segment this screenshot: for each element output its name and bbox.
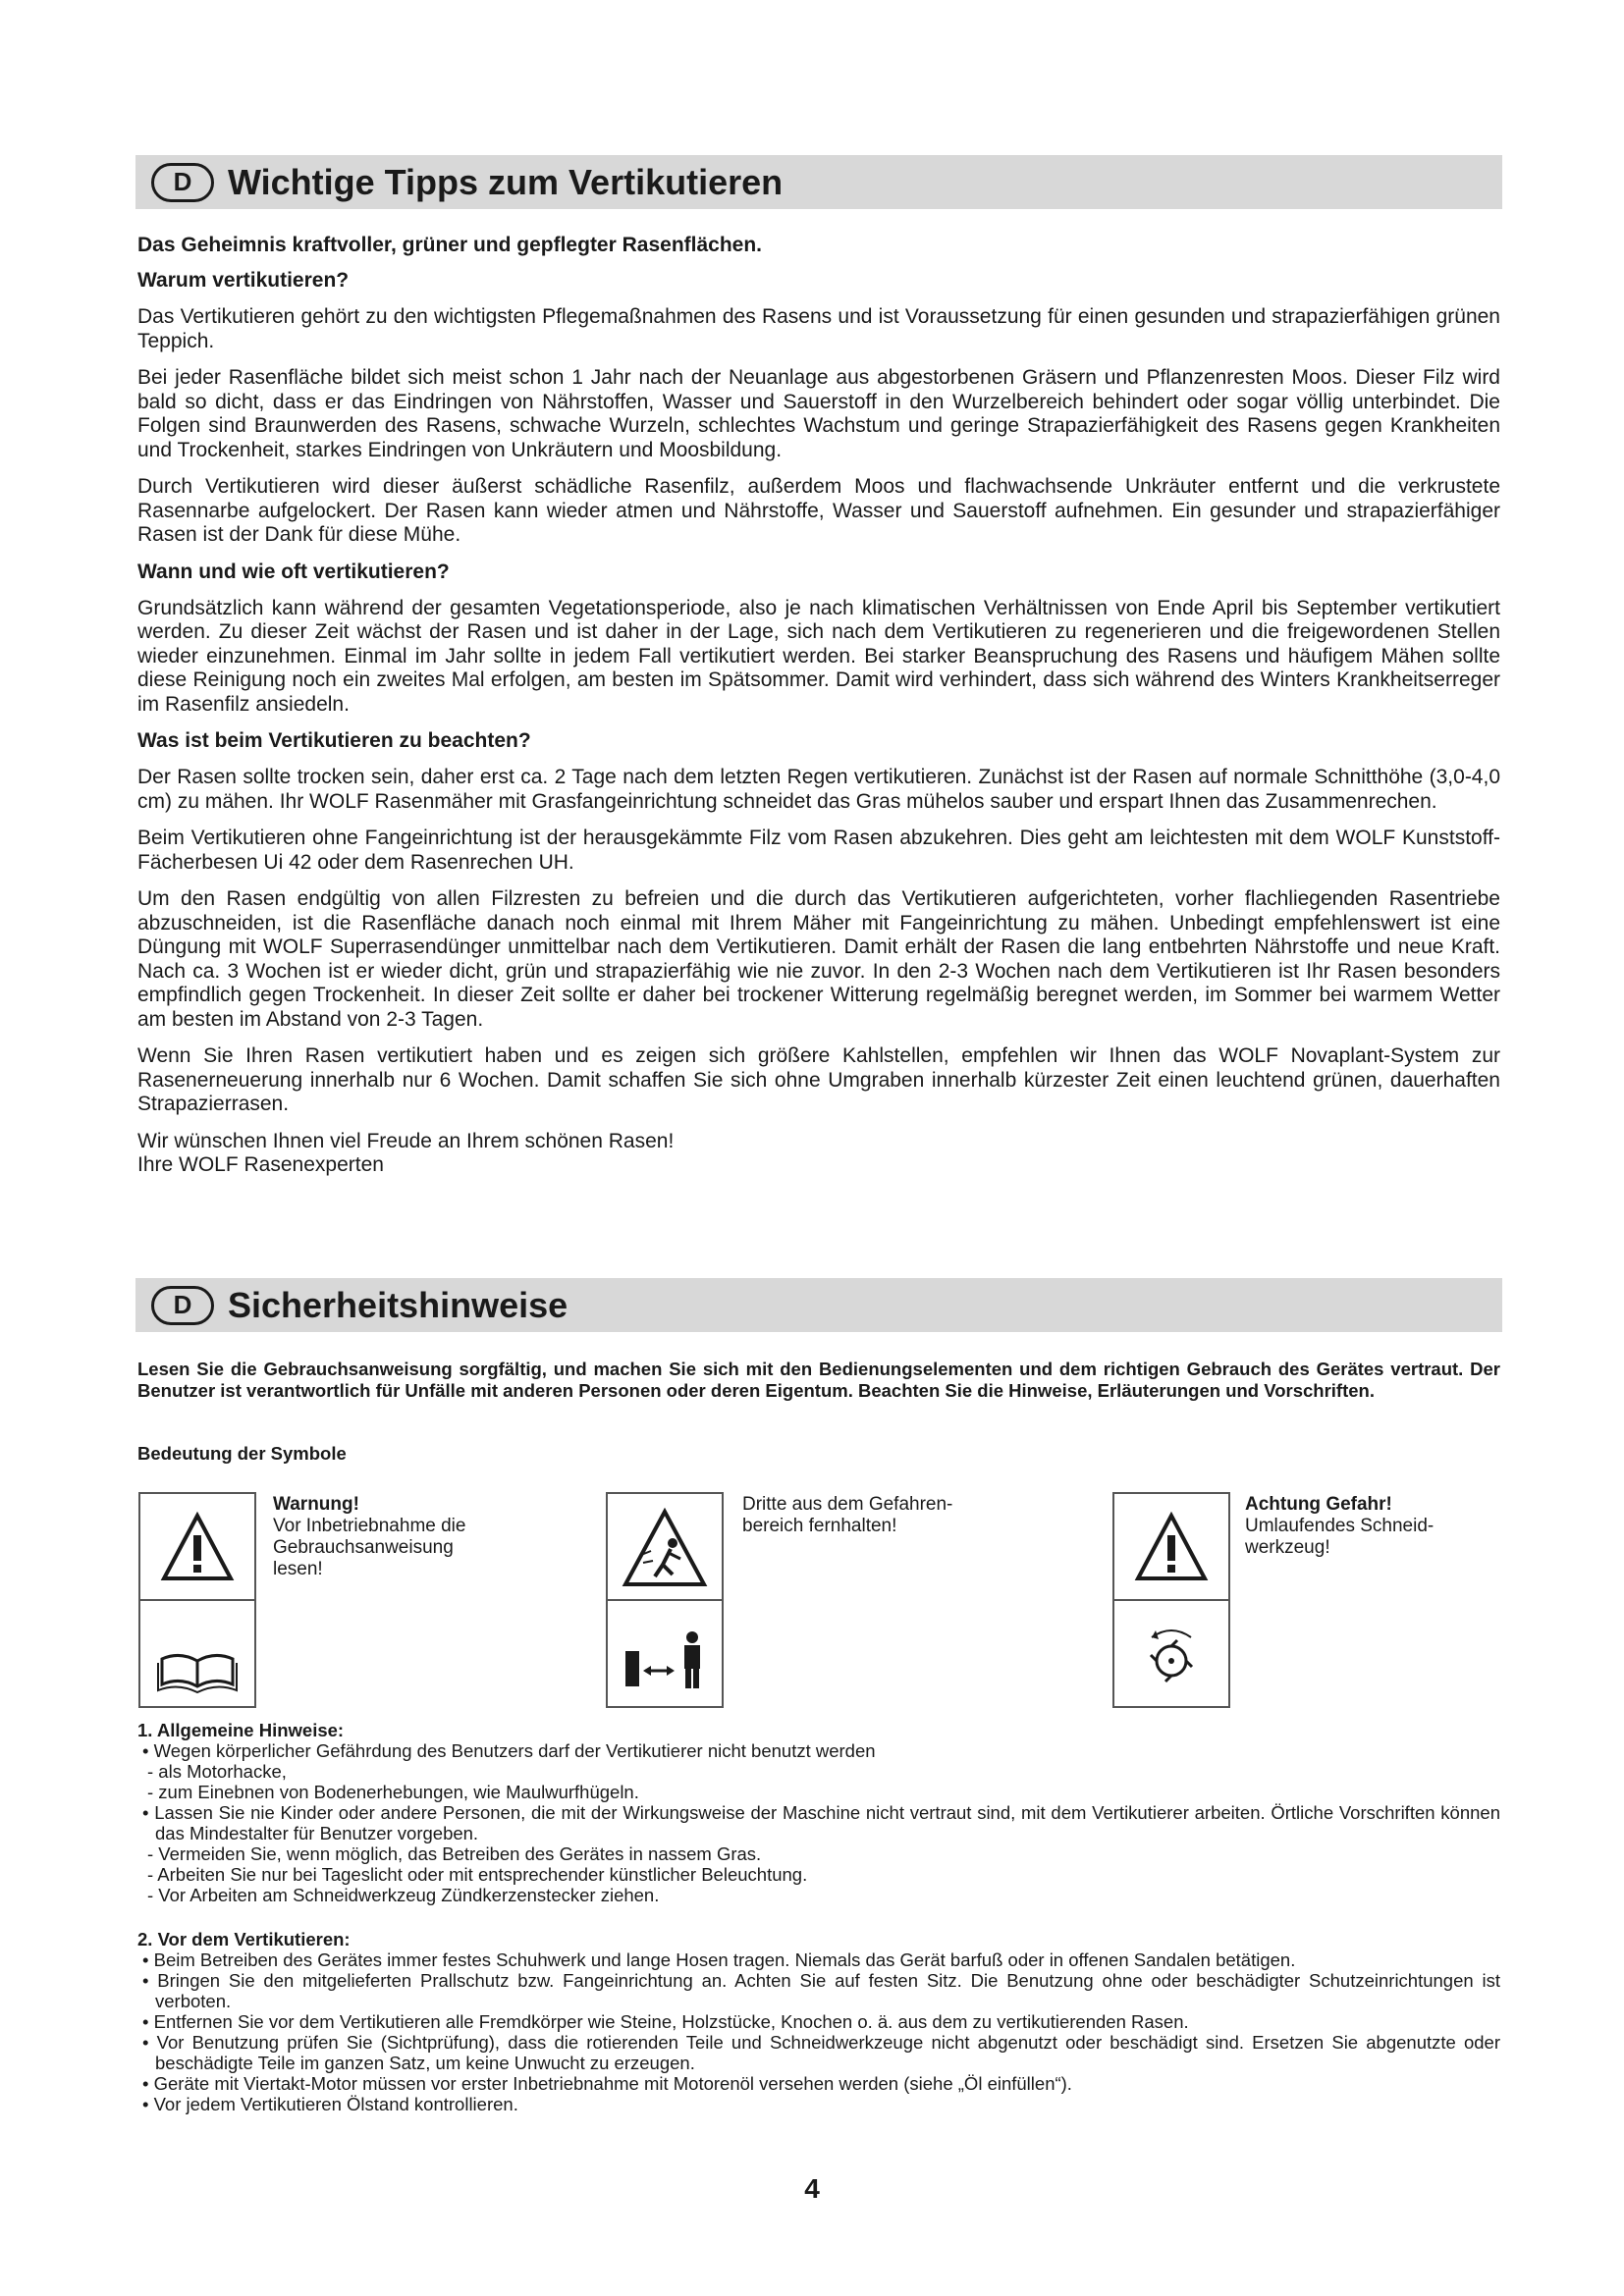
list-item: • Beim Betreiben des Gerätes immer festes Schuhwerk und lange Hosen tragen. Niemals das Gerät barfuß oder in offenen Sandalen betätigen. xyxy=(142,1949,1296,1970)
list-item: • Vor jedem Vertikutieren Ölstand kontrollieren. xyxy=(142,2094,518,2114)
symbol-title: Achtung Gefahr! xyxy=(1245,1494,1392,1515)
list-subitem: - zum Einebnen von Bodenerhebungen, wie Maulwurfhügeln. xyxy=(147,1782,639,1802)
symbol-line: werkzeug! xyxy=(1245,1537,1330,1558)
section-header-tips xyxy=(135,155,1502,209)
symbols-heading-block xyxy=(137,1443,1500,1465)
symbol-line: lesen! xyxy=(273,1559,323,1579)
before-scarifying-notes xyxy=(137,1929,1500,2114)
symbol-text-warning xyxy=(273,1494,465,1580)
symbol-line: Dritte aus dem Gefahren- xyxy=(742,1494,953,1515)
list-subitem: - Vor Arbeiten am Schneidwerkzeug Zündkerzenstecker ziehen. xyxy=(147,1885,660,1905)
list-subitem: - als Motorhacke, xyxy=(147,1761,287,1782)
paragraph: Um den Rasen endgültig von allen Filzresten zu befreien und die durch das Vertikutieren aufgerichteten, vorher flachliegenden Rasentriebe abzuschneiden, ist die Rasenfläche danach noch einmal mit Ihrem Mäher mit Fangeinrichtung zu mähen. Unbedingt empfehlenswert ist eine Düngung mit WOLF Superrasendünger unmittelbar nach dem Vertikutieren. Damit erhält der Rasen die lang entbehrten Nährstoffe und neue Kraft. Nach ca. 3 Wochen ist er wieder dicht, grün und strapazierfähig wie nie zuvor. In den 2-3 Wochen nach dem Vertikutieren ist Ihr Rasen besonders empfindlich gegen Trockenheit. In dieser Zeit sollte er daher bei trockener Witterung regelmäßig beregnet werden, im Sommer bei warmem Wetter am besten im Abstand von 2-3 Tagen. xyxy=(137,887,1500,1031)
list-item: • Entfernen Sie vor dem Vertikutieren alle Fremdkörper wie Steine, Holzstücke, Knochen o. ä. aus dem zu vertikutierenden Rasen. xyxy=(142,2011,1189,2032)
symbol-read-manual xyxy=(138,1492,256,1708)
closing-line: Wir wünschen Ihnen viel Freude an Ihrem schönen Rasen! xyxy=(137,1129,675,1152)
list-item: • Lassen Sie nie Kinder oder andere Personen, die mit der Wirkungsweise der Maschine nicht vertraut sind, mit dem Vertikutierer arbeiten. Örtliche Vorschriften können das Mindestalter für Benutzer vorgeben. xyxy=(142,1802,1500,1843)
symbol-text-bystanders xyxy=(742,1494,952,1537)
symbols-heading: Bedeutung der Symbole xyxy=(137,1443,347,1464)
safety-intro xyxy=(137,1359,1500,1402)
list-item: • Wegen körperlicher Gefährdung des Benutzers darf der Vertikutierer nicht benutzt werden xyxy=(142,1740,876,1761)
keep-bystanders-away-icon xyxy=(608,1494,722,1706)
question-heading: Was ist beim Vertikutieren zu beachten? xyxy=(137,729,531,752)
rotating-blade-warning-icon xyxy=(1114,1494,1228,1706)
paragraph: Durch Vertikutieren wird dieser äußerst schädliche Rasenfilz, außerdem Moos und flachwachsende Unkräuter entfernt und die verkrustete Rasennarbe aufgelockert. Der Rasen kann wieder atmen und Nährstoffe, Wasser und Sauerstoff aufnehmen. Ein gesunder und strapazierfähiger Rasen ist der Dank für diese Mühe. xyxy=(137,475,1500,546)
paragraph: Das Vertikutieren gehört zu den wichtigsten Pflegemaßnahmen des Rasens und ist Voraussetzung für einen gesunden und strapazierfähigen grünen Teppich. xyxy=(137,305,1500,352)
lead-heading: Das Geheimnis kraftvoller, grüner und gepflegter Rasenflächen. xyxy=(137,234,763,256)
symbol-text-danger xyxy=(1245,1494,1434,1559)
question-heading: Wann und wie oft vertikutieren? xyxy=(137,560,450,583)
symbol-line: Vor Inbetriebnahme die xyxy=(273,1516,466,1536)
paragraph: Der Rasen sollte trocken sein, daher erst ca. 2 Tage nach dem letzten Regen vertikutieren. Zunächst ist der Rasen auf normale Schnitthöhe (3,0-4,0 cm) zu mähen. Ihr WOLF Rasenmäher mit Grasfangeinrichtung schneidet das Gras mühelos sauber und erspart Ihnen das Zusammenrechen. xyxy=(137,766,1500,813)
paragraph: Grundsätzlich kann während der gesamten Vegetationsperiode, also je nach klimatischen Verhältnissen von Ende April bis September vertikutiert werden. Zu dieser Zeit wächst der Rasen und ist daher in der Lage, sich nach dem Vertikutieren zu regenerieren und die freigewordenen Stellen wieder einzunehmen. Einmal im Jahr sollte in jedem Fall vertikutiert werden. Bei starker Beanspruchung des Rasens und häufigem Mähen sollte diese Reinigung noch ein zweites Mal erfolgen, am besten im Spätsommer. Damit wird verhindert, dass sich während des Winters Krankheitserreger im Rasenfilz ansiedeln. xyxy=(137,596,1500,716)
symbol-line: Umlaufendes Schneid- xyxy=(1245,1516,1435,1536)
list-heading: 2. Vor dem Vertikutieren: xyxy=(137,1929,351,1949)
safety-intro-text: Lesen Sie die Gebrauchsanweisung sorgfältig, und machen Sie sich mit den Bedienungselementen und dem richtigen Gebrauch des Gerätes vertraut. Der Benutzer ist verantwortlich für Unfälle mit anderen Personen oder deren Eigentum. Beachten Sie die Hinweise, Erläuterungen und Vorschriften. xyxy=(137,1359,1500,1401)
list-subitem: - Arbeiten Sie nur bei Tageslicht oder mit entsprechender künstlicher Beleuchtung. xyxy=(147,1864,808,1885)
symbol-keep-away xyxy=(606,1492,724,1708)
paragraph: Wenn Sie Ihren Rasen vertikutiert haben und es zeigen sich größere Kahlstellen, empfehlen wir Ihnen das WOLF Novaplant-System zur Rasenerneuerung innerhalb nur 6 Wochen. Damit schaffen Sie sich ohne Umgraben innerhalb kürzester Zeit einen leuchtend grünen, dauerhaften Strapazierrasen. xyxy=(137,1044,1500,1115)
closing-signature: Ihre WOLF Rasenexperten xyxy=(137,1153,384,1176)
language-badge: D xyxy=(151,1286,214,1325)
paragraph: Beim Vertikutieren ohne Fangeinrichtung ist der herausgekämmte Filz vom Rasen abzukehren. Dies geht am leichtesten mit dem WOLF Kunststoff-Fächerbesen Ui 42 oder dem Rasenrechen UH. xyxy=(137,827,1500,874)
tips-body xyxy=(137,234,1500,1178)
general-notes xyxy=(137,1720,1500,1905)
symbol-line: Gebrauchsanweisung xyxy=(273,1537,454,1558)
symbol-title: Warnung! xyxy=(273,1494,359,1515)
warning-read-manual-icon xyxy=(140,1494,254,1706)
section-header-safety xyxy=(135,1278,1502,1332)
symbol-rotating-blade xyxy=(1112,1492,1230,1708)
symbol-line: bereich fernhalten! xyxy=(742,1516,897,1536)
question-heading: Warum vertikutieren? xyxy=(137,269,350,292)
language-badge: D xyxy=(151,163,214,202)
list-item: • Vor Benutzung prüfen Sie (Sichtprüfung), dass die rotierenden Teile und Schneidwerkzeuge nicht abgenutzt oder beschädigt sind. Ersetzen Sie abgenutzte oder beschädigte Teile im ganzen Satz, um keine Unwucht zu erzeugen. xyxy=(142,2032,1500,2073)
list-item: • Bringen Sie den mitgelieferten Prallschutz bzw. Fangeinrichtung an. Achten Sie auf festen Sitz. Die Benutzung ohne oder beschädigter Schutzeinrichtungen ist verboten. xyxy=(142,1970,1500,2011)
section-title: Wichtige Tipps zum Vertikutieren xyxy=(228,161,784,202)
list-heading: 1. Allgemeine Hinweise: xyxy=(137,1720,345,1740)
list-item: • Geräte mit Viertakt-Motor müssen vor erster Inbetriebnahme mit Motorenöl versehen werden (siehe „Öl einfüllen“). xyxy=(142,2073,1072,2094)
section-title: Sicherheitshinweise xyxy=(228,1284,568,1325)
list-subitem: - Vermeiden Sie, wenn möglich, das Betreiben des Gerätes in nassem Gras. xyxy=(147,1843,762,1864)
paragraph: Bei jeder Rasenfläche bildet sich meist schon 1 Jahr nach der Neuanlage aus abgestorbenen Gräsern und Pflanzenresten Moos. Dieser Filz wird bald so dicht, dass er das Eindringen von Nährstoffen, Wasser und Sauerstoff in den Wurzelbereich behindert oder sogar völlig unterbindet. Die Folgen sind Braunwerden des Rasens, schwache Wurzeln, schlechtes Wachstum und geringe Strapazierfähigkeit des Rasens gegen Krankheiten und Trockenheit, starkes Eindringen von Unkräutern und Moosbildung. xyxy=(137,366,1500,461)
page-number: 4 xyxy=(804,2173,820,2204)
